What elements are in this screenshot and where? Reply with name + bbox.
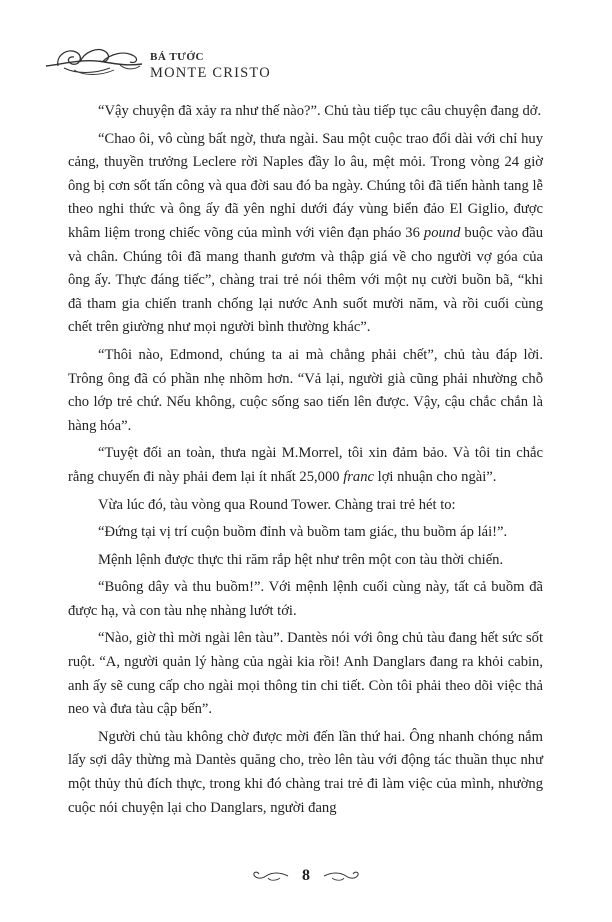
body-text [68,100,543,824]
page-number: 8 [302,867,310,884]
paragraph: Vừa lúc đó, tàu vòng qua Round Tower. Chàng trai trẻ hét to: [98,496,456,513]
paragraph: “Thôi nào, Edmond, chúng ta ai mà chẳng phải chết”, chủ tàu đáp lời. Trông ông đã có phần nhẹ nhõm hơn. “Vả lại, người già cũng phải nhường chỗ cho lớp trẻ chứ. Nếu không, cuộc sống sao tiến lên được. Vậy, cậu chắc chắn là hàng hóa”. [68,346,543,434]
paragraph: “Vậy chuyện đã xảy ra như thế nào?”. Chủ tàu tiếp tục câu chuyện đang dở. [98,103,542,119]
paragraph: Mệnh lệnh được thực thi răm rắp hệt như trên một con tàu thời chiến. [98,551,504,568]
book-title: MONTE CRISTO [150,65,271,81]
page-footer [0,856,612,896]
book-series-label: BÁ TƯỚC [150,51,204,63]
paragraph: “Buông dây và thu buồm!”. Với mệnh lệnh cuối cùng này, tất cả buồm đã được hạ, và con tàu nhẹ nhàng lướt tới. [68,579,543,619]
paragraph: Người chủ tàu không chờ được mời đến lần thứ hai. Ông nhanh chóng nắm lấy sợi dây thừng mà Dantès quăng cho, trèo lên tàu với động tác thuần thục như một thủy thủ đích thực, trong khi đó chàng trai trẻ đi làm việc của mình, nhường cuộc nói chuyện lại cho Danglars, người đang [68,728,543,816]
left-flourish-icon [250,868,290,884]
paragraph: “Nào, giờ thì mời ngài lên tàu”. Dantès nói với ông chủ tàu đang hết sức sốt ruột. “A, người quản lý hàng của ngài kia rồi! Anh Danglars đang ra khỏi cabin, anh ấy sẽ cung cấp cho ngài mọi thông tin chi tiết. Còn tôi phải theo dõi việc thả neo và đưa tàu cập bến”. [68,630,543,718]
paragraph: “Chao ôi, vô cùng bất ngờ, thưa ngài. Sau một cuộc trao đổi dài với chỉ huy cảng, thuyền trưởng Leclere rời Naples đầy lo âu, mệt mỏi. Trong vòng 24 giờ ông bị cơn sốt tấn công và qua đời sau đó ba ngày. Chúng tôi đã tiến hành tang lễ theo nghi thức và ông ấy đã yên nghỉ dưới đáy vùng biển đảo El Giglio, được khâm liệm trong chiếc võng của mình với viên đạn pháo 36 pound buộc vào đầu và chân. Chúng tôi đã mang thanh gươm và thập giá về cho người vợ góa của ông ấy. Thực đáng tiếc”, chàng trai trẻ nói thêm với một nụ cười buồn bã, “khi đã tham gia chiến tranh chống lại nước Anh suốt mười năm, và rồi cuối cùng chết trên giường như mọi người bình thường khác”. [68,130,543,336]
flourish-ornament-icon [44,40,144,78]
page-header [0,0,612,100]
right-flourish-icon [322,868,362,884]
paragraph: “Đứng tại vị trí cuộn buồm đỉnh và buồm tam giác, thu buồm áp lái!”. [98,524,508,541]
paragraph: “Tuyệt đối an toàn, thưa ngài M.Morrel, tôi xin đảm bảo. Và tôi tin chắc rằng chuyến đi này phải đem lại ít nhất 25,000 franc lợi nhuận cho ngài”. [68,445,543,485]
